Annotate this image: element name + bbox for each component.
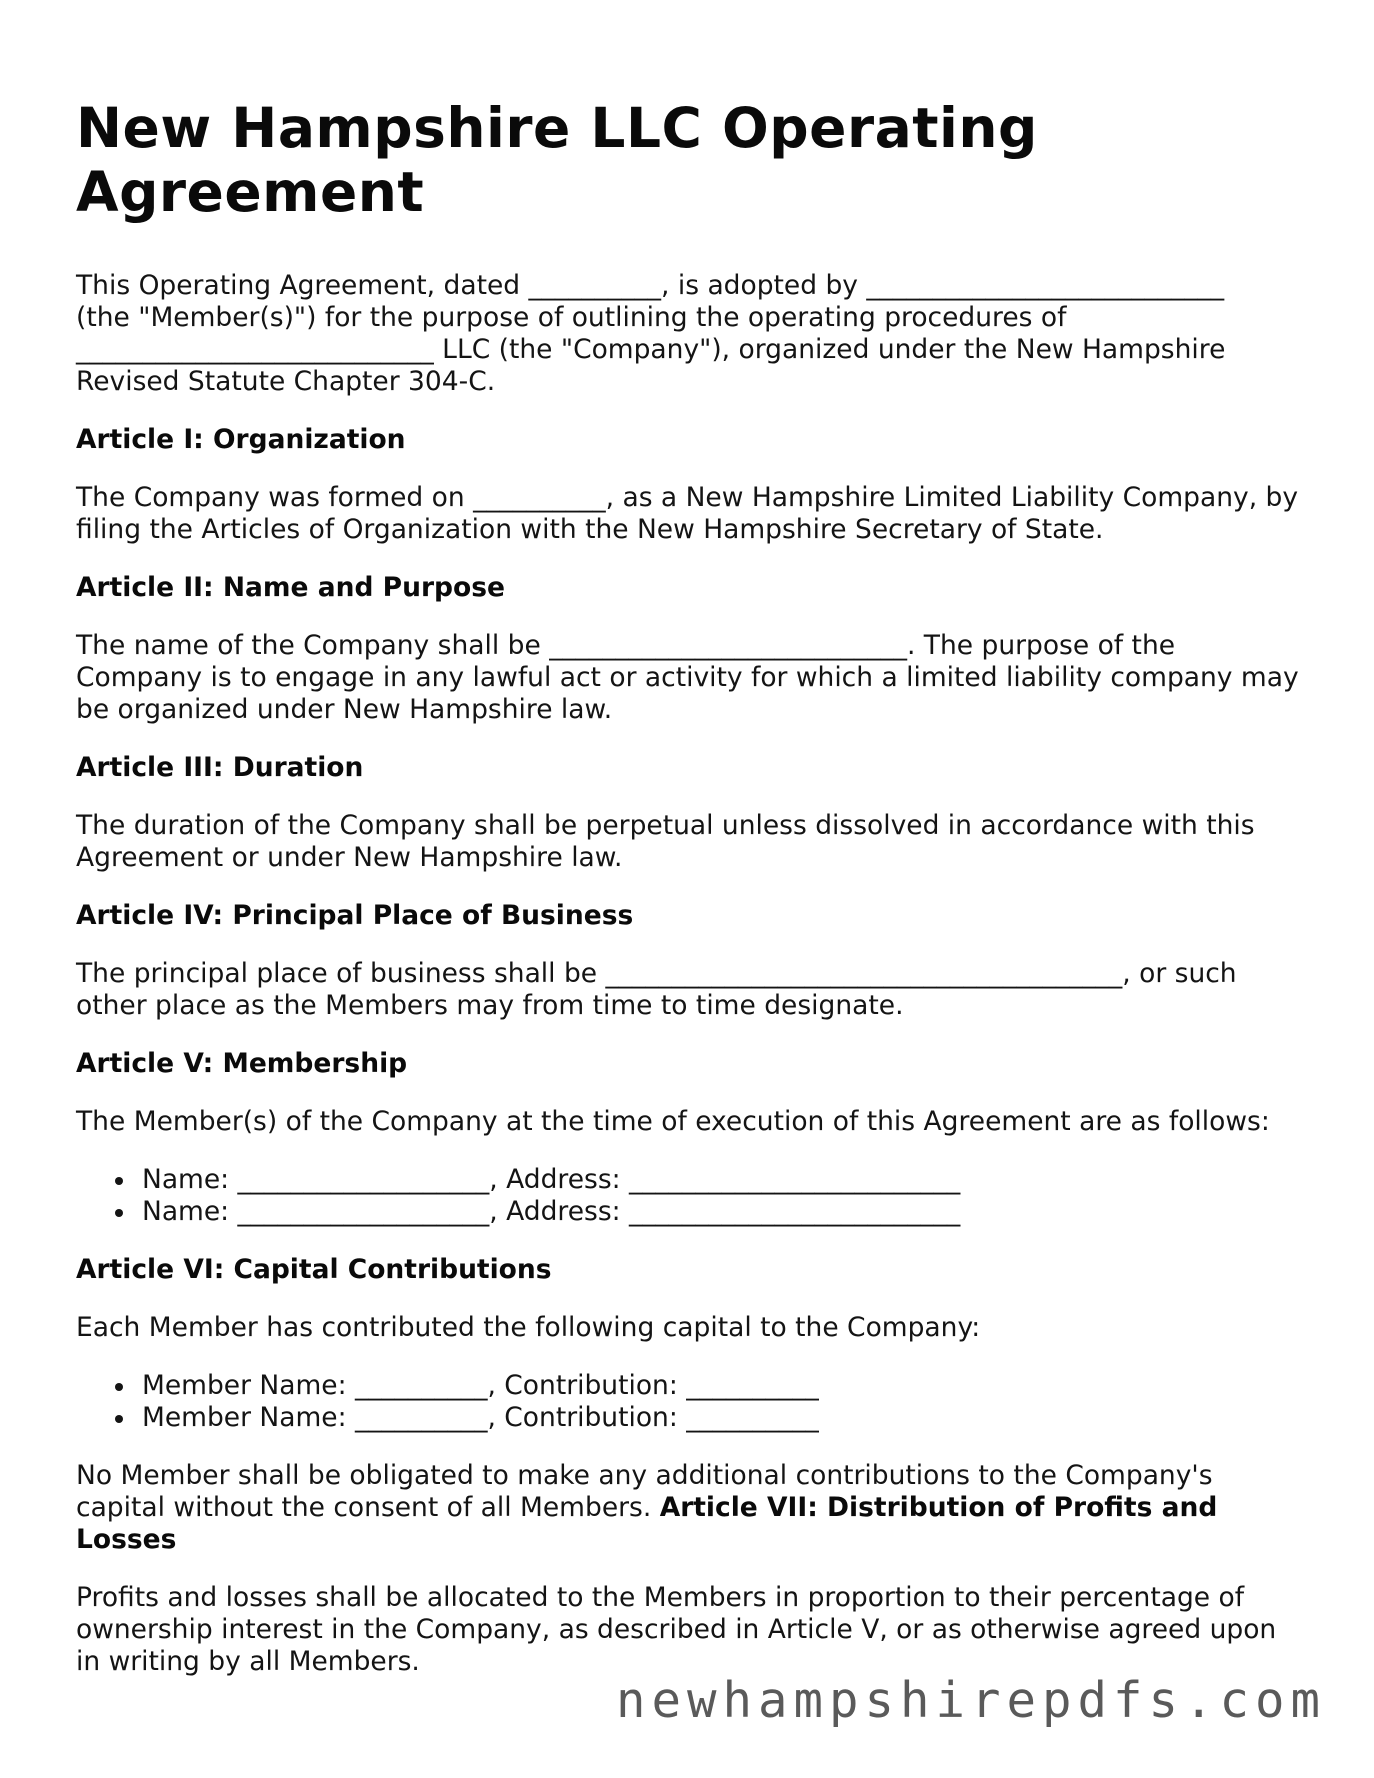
article-1-text: The Company was formed on __________, as a New Hampshire Limited Liability Company, by filing the Articles of Organization with the New Hampshire Secretary of State. xyxy=(76,482,1299,545)
article-6-closing-paragraph xyxy=(76,1460,1306,1556)
list-item: Name: ___________________, Address: _________________________ xyxy=(142,1164,1306,1196)
watermark: newhampshirepdfs.com xyxy=(615,1672,1326,1729)
article-3-heading: Article III: Duration xyxy=(76,752,364,783)
article-7-text: Profits and losses shall be allocated to the Members in proportion to their percentage of ownership interest in the Company, as described in Article V, or as otherwise agreed upon in writing by all Members. xyxy=(76,1582,1277,1677)
article-5-text: The Member(s) of the Company at the time of execution of this Agreement are as follows: xyxy=(76,1106,1270,1137)
article-4-heading: Article IV: Principal Place of Business xyxy=(76,900,634,931)
article-7-heading: Article VII: Distribution of Profits and Losses xyxy=(76,1492,1218,1555)
article-1-heading: Article I: Organization xyxy=(76,424,406,455)
list-item: Member Name: __________, Contribution: __________ xyxy=(142,1402,1306,1434)
document-page xyxy=(76,96,1306,1678)
article-2-text: The name of the Company shall be ___________________________. The purpose of the Company is to engage in any lawful act or activity for which a limited liability company may be organized under New Hampshire law. xyxy=(76,630,1299,725)
article-4-text: The principal place of business shall be _______________________________________, or such other place as the Members may from time to time designate. xyxy=(76,958,1237,1021)
article-6-text: Each Member has contributed the following capital to the Company: xyxy=(76,1312,981,1343)
member-list xyxy=(76,1164,1306,1228)
contribution-list xyxy=(76,1370,1306,1434)
article-3-text: The duration of the Company shall be perpetual unless dissolved in accordance with this Agreement or under New Hampshire law. xyxy=(76,810,1255,873)
list-item: Member Name: __________, Contribution: __________ xyxy=(142,1370,1306,1402)
article-2-heading: Article II: Name and Purpose xyxy=(76,572,505,603)
article-5-heading: Article V: Membership xyxy=(76,1048,408,1079)
article-6-closing-text: No Member shall be obligated to make any additional contributions to the Company's capital without the consent of all Members. xyxy=(76,1460,1213,1523)
document-title: New Hampshire LLC Operating Agreement xyxy=(76,96,1038,224)
list-item: Name: ___________________, Address: _________________________ xyxy=(142,1196,1306,1228)
article-6-heading: Article VI: Capital Contributions xyxy=(76,1254,552,1285)
intro-paragraph: This Operating Agreement, dated __________, is adopted by ___________________________ (the "Member(s)") for the purpose of outlining the operating procedures of ___________________________ LLC (the "Company"), organized under the New Hampshire Revised Statute Chapter 304-C. xyxy=(76,270,1226,397)
